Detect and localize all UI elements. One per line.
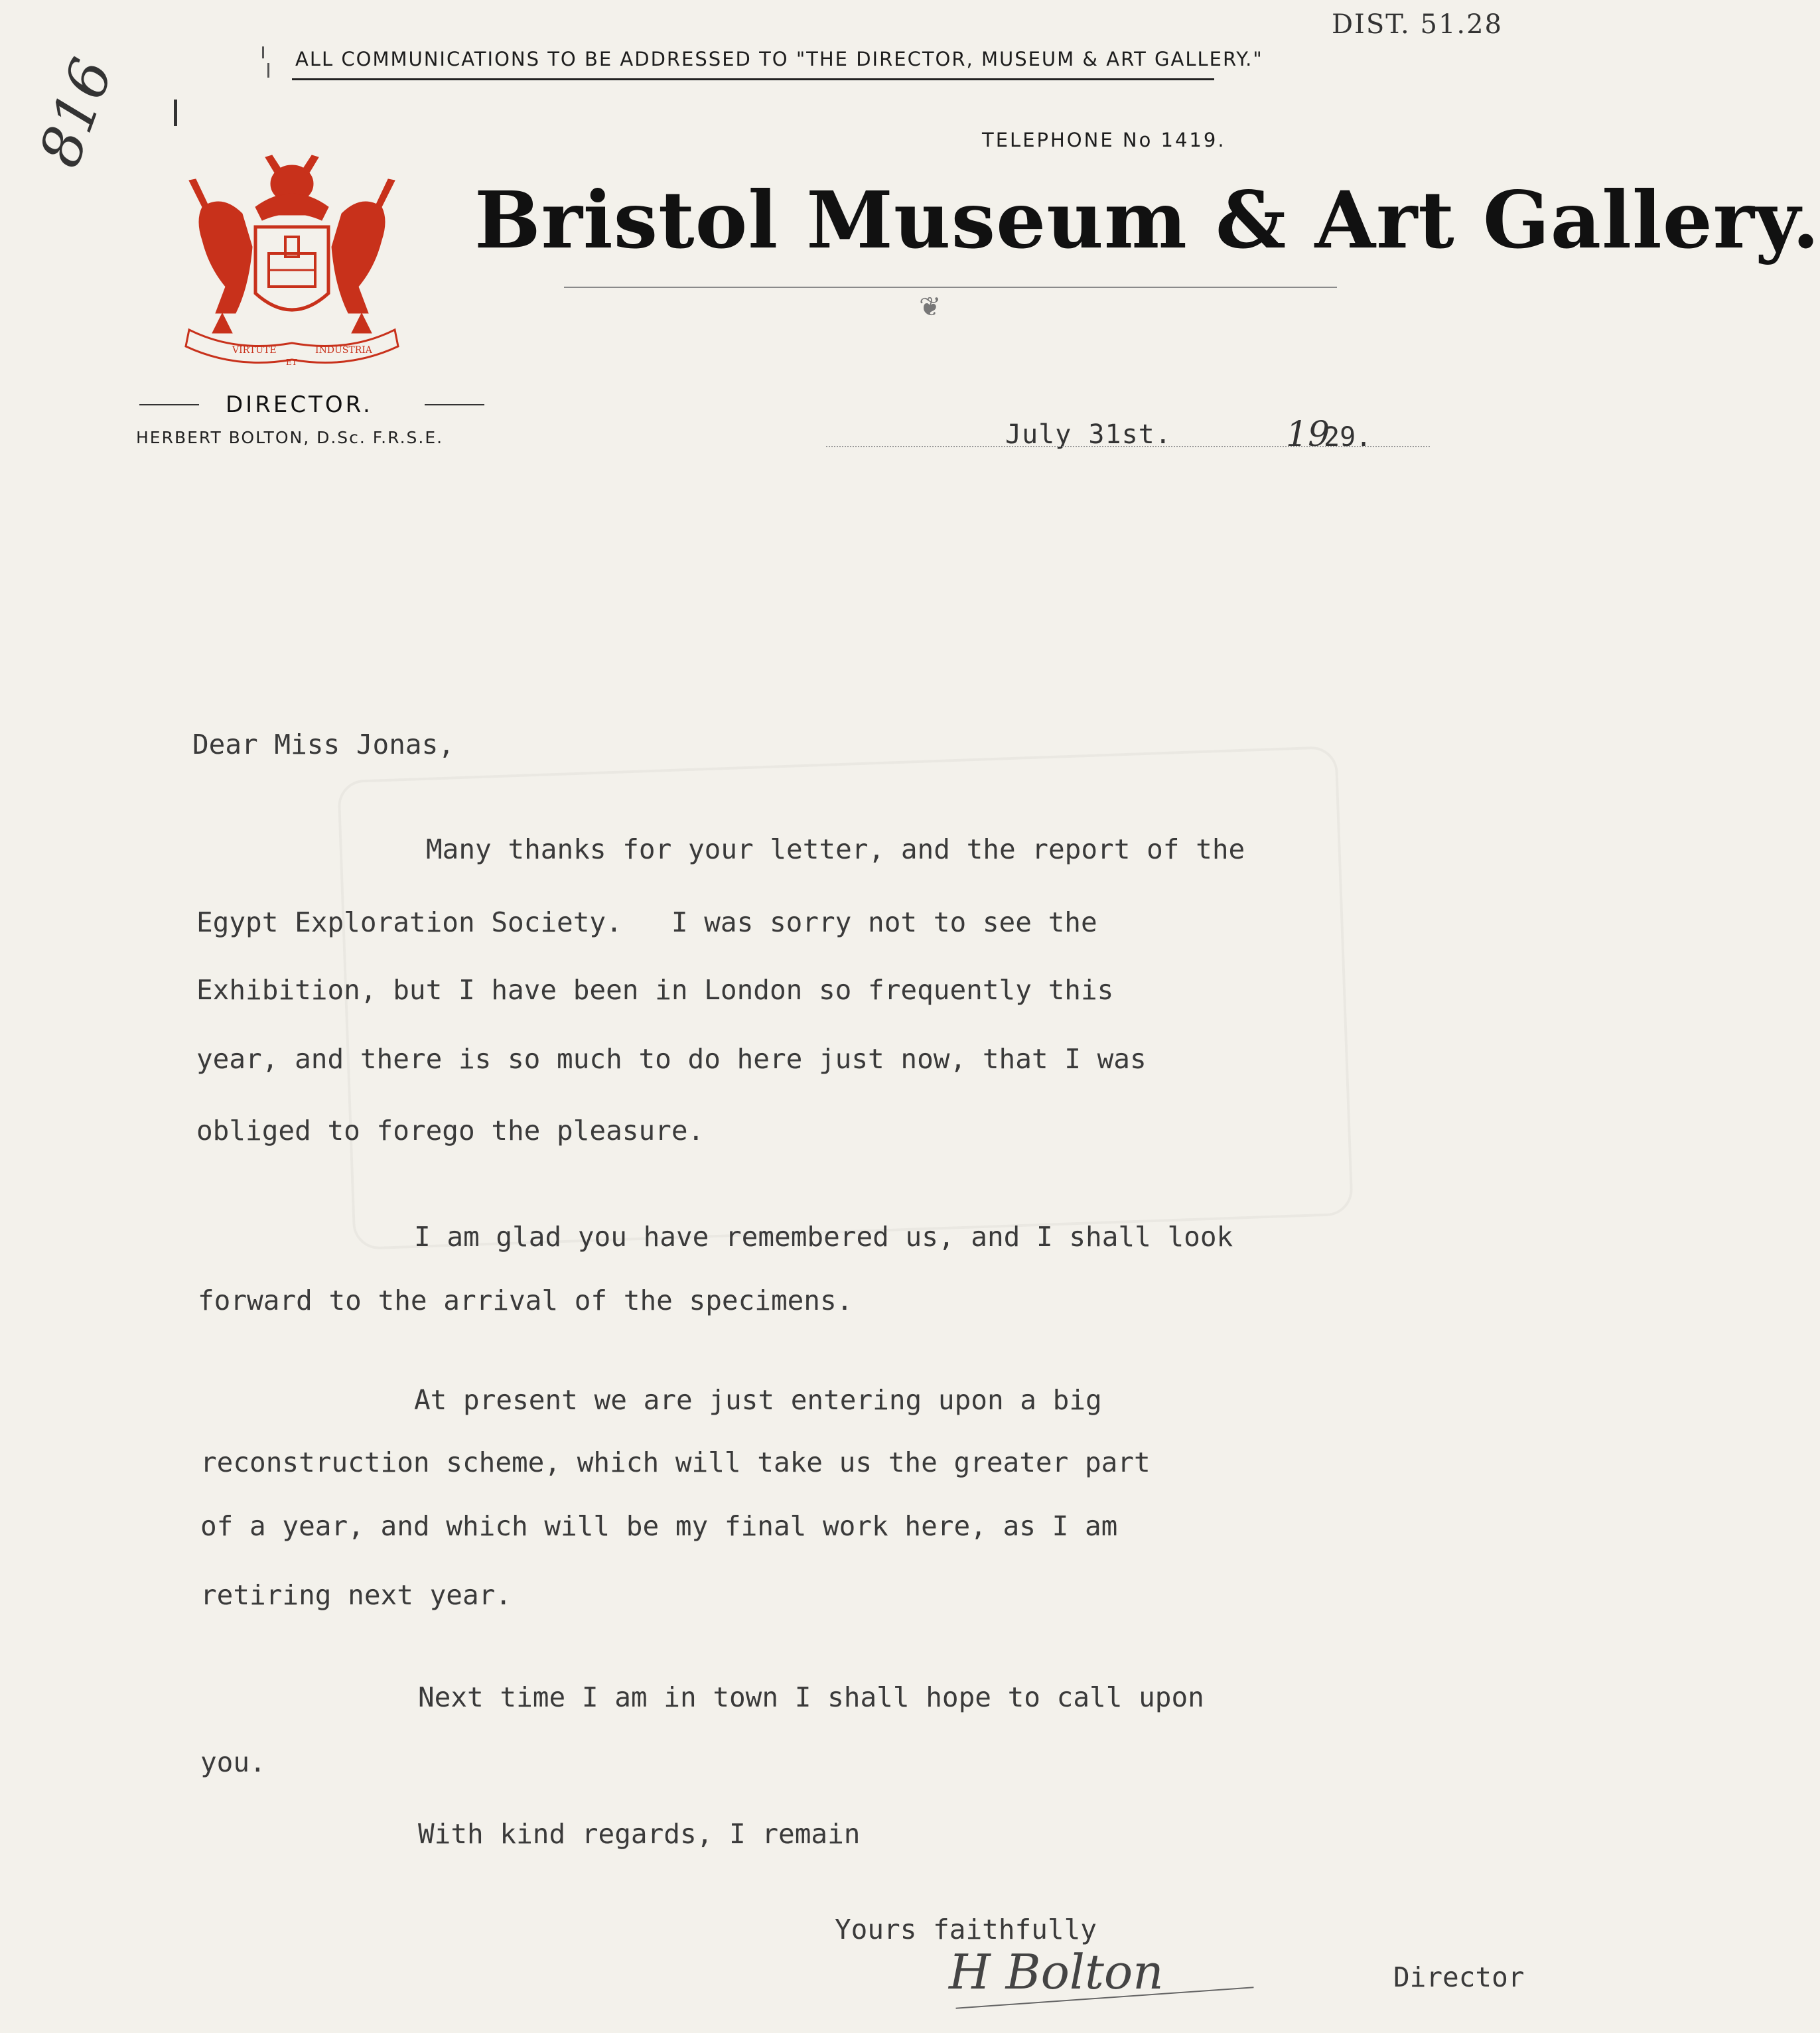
address-instruction: ALL COMMUNICATIONS TO BE ADDRESSED TO "THE DIRECTOR, MUSEUM & ART GALLERY." (295, 48, 1263, 70)
salutation: Dear Miss Jonas, (192, 729, 455, 760)
body-line: Egypt Exploration Society. I was sorry not to see the (196, 906, 1097, 938)
ornament-icon: ❦ (919, 292, 942, 322)
crest-motto-left: VIRTUTE (232, 345, 277, 356)
date-text: July 31st. (1005, 419, 1172, 450)
director-label: DIRECTOR. (226, 391, 373, 418)
pencil-mark (262, 46, 264, 58)
body-line: Exhibition, but I have been in London so frequently this (196, 974, 1114, 1006)
body-line: you. (200, 1746, 266, 1778)
pencil-mark (174, 100, 177, 126)
bristol-crest-icon (176, 154, 408, 380)
closing: Yours faithfully (835, 1914, 1097, 1945)
date-rule (826, 446, 1430, 447)
signatory-title: Director (1393, 1961, 1525, 1993)
title-rule (564, 287, 1337, 288)
crest-motto-middle: ET (286, 358, 297, 367)
institution-title: Bristol Museum & Art Gallery. (474, 174, 1820, 266)
body-line: Next time I am in town I shall hope to call upon (418, 1681, 1204, 1713)
body-line: reconstruction scheme, which will take us the greater part (200, 1446, 1151, 1478)
body-line: I am glad you have remembered us, and I shall look (414, 1221, 1233, 1253)
handwritten-archive-code: DIST. 51.28 (1331, 9, 1503, 40)
director-name: HERBERT BOLTON, D.Sc. F.R.S.E. (136, 428, 444, 447)
director-rule-left (139, 404, 199, 405)
body-line: of a year, and which will be my final work here, as I am (200, 1510, 1118, 1542)
body-line: obliged to forego the pleasure. (196, 1115, 705, 1147)
date-year-typed: 29. (1324, 422, 1372, 453)
crest-motto-right: INDUSTRIA (315, 345, 372, 356)
body-line: forward to the arrival of the specimens. (198, 1285, 853, 1316)
body-line: Many thanks for your letter, and the report of the (426, 833, 1245, 865)
body-line: retiring next year. (200, 1579, 512, 1611)
handwritten-ref-number: 816 (27, 50, 127, 176)
body-line: year, and there is so much to do here just now, that I was (196, 1043, 1147, 1075)
body-line: At present we are just entering upon a big (414, 1384, 1102, 1416)
director-rule-right (425, 404, 484, 405)
date-year-handwritten: 19 (1286, 415, 1330, 455)
address-rule (292, 78, 1214, 80)
pencil-mark (267, 63, 269, 78)
telephone-number: TELEPHONE No 1419. (982, 129, 1226, 151)
signature: H Bolton (949, 1944, 1164, 2000)
body-line: With kind regards, I remain (418, 1818, 861, 1850)
